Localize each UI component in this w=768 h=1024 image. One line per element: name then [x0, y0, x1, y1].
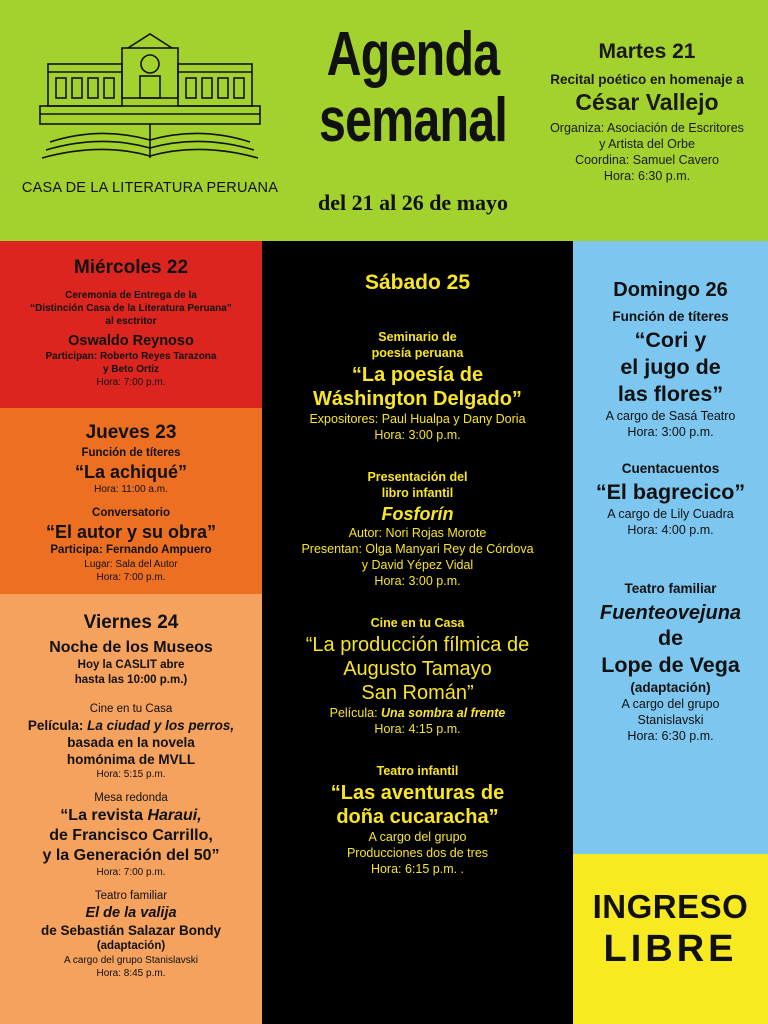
friday-e2-time: Hora: 7:00 p.m. [96, 867, 166, 878]
title-dates: del 21 al 26 de mayo [317, 190, 509, 215]
saturday-e3-film-line [262, 705, 573, 721]
saturday-panel [262, 241, 573, 1024]
wednesday-l2: “Distinción Casa de la Literatura Peruana” [30, 303, 232, 314]
sunday-e1-type: Función de títeres [612, 309, 729, 324]
friday-e2-type: Mesa redonda [94, 792, 168, 804]
saturday-e1-title1: “La poesía de [351, 364, 484, 386]
friday-e2-l3: y la Generación del 50” [42, 847, 220, 864]
friday-e2-l1-it: Haraui, [147, 807, 202, 824]
tuesday-coord: Coordina: Samuel Cavero [575, 153, 719, 167]
saturday-e3-title1: “La producción fílmica de [305, 634, 530, 656]
saturday-e1-time: Hora: 3:00 p.m. [374, 428, 461, 442]
sunday-e2-time: Hora: 4:00 p.m. [627, 523, 714, 537]
saturday-e4-time: Hora: 6:15 p.m. . [370, 862, 465, 876]
sunday-e3-adapt: (adaptación) [630, 680, 711, 695]
sunday-e2-type: Cuentacuentos [621, 461, 720, 476]
friday-e2-line1 [0, 806, 262, 826]
friday-e1-l2: basada en la novela [67, 735, 195, 750]
header-panel [0, 0, 768, 241]
admission-text [573, 888, 768, 971]
friday-e2-l2: de Francisco Carrillo, [49, 827, 213, 844]
friday-e2-l1-pre: “La revista [60, 807, 148, 824]
friday-e3-type: Teatro familiar [94, 890, 168, 902]
tuesday-honoree: César Vallejo [575, 89, 719, 115]
sunday-e1-t2: el jugo de [620, 355, 721, 379]
saturday-e4-title2: doña cucaracha” [336, 806, 499, 828]
saturday-e1-exp: Expositores: Paul Hualpa y Dany Doria [309, 412, 526, 426]
sunday-e1-time: Hora: 3:00 p.m. [627, 425, 714, 439]
sunday-e2-by: A cargo de Lily Cuadra [607, 507, 734, 521]
friday-e1-title: La ciudad y los perros, [87, 718, 235, 733]
admission-line1: INGRESO [592, 888, 749, 925]
sunday-e2-title: “El bagrecico” [595, 480, 746, 504]
sunday-e1-by: A cargo de Sasá Teatro [605, 409, 736, 423]
saturday-e4-type: Teatro infantil [376, 764, 459, 778]
sunday-e1-t3: las flores” [617, 382, 724, 406]
title-line1: Agenda [326, 20, 500, 89]
tuesday-day: Martes 21 [598, 40, 696, 63]
sunday-panel [573, 241, 768, 854]
sunday-e3-de: de [657, 626, 684, 650]
saturday-e3-film: Una sombra al frente [381, 706, 506, 720]
sunday-e3-time: Hora: 6:30 p.m. [627, 729, 714, 743]
friday-museos2: Hoy la CASLIT abre [77, 659, 185, 671]
sunday-e3-title: Fuenteovejuna [599, 602, 742, 624]
friday-e1-l3: homónima de MVLL [66, 752, 196, 767]
saturday-e2-type2: libro infantil [381, 486, 454, 500]
wednesday-time: Hora: 7:00 p.m. [96, 377, 166, 388]
building-book-icon [20, 30, 280, 180]
friday-e3-time: Hora: 8:45 p.m. [96, 968, 166, 979]
sunday-e3-by1: A cargo del grupo [621, 697, 720, 711]
thursday-panel [0, 408, 262, 594]
logo-name: CASA DE LA LITERATURA PERUANA [21, 180, 279, 196]
admission-line2: LIBRE [603, 928, 738, 970]
saturday-e3-label: Película: [329, 706, 382, 720]
friday-museos3: hasta las 10:00 p.m.) [74, 674, 188, 686]
saturday-day: Sábado 25 [364, 271, 471, 294]
friday-panel [0, 594, 262, 1024]
sunday-day: Domingo 26 [613, 279, 728, 301]
wednesday-part2: y Beto Ortiz [102, 364, 160, 375]
saturday-e4-by2: Producciones dos de tres [346, 846, 489, 860]
wednesday-day: Miércoles 22 [73, 257, 189, 278]
saturday-e2-type1: Presentación del [367, 470, 468, 484]
saturday-e3-type: Cine en tu Casa [370, 616, 465, 630]
wednesday-part1: Participan: Roberto Reyes Tarazona [45, 351, 217, 362]
saturday-e1-type1: Seminario de [378, 330, 457, 344]
wednesday-l3: al esctritor [105, 316, 157, 327]
thursday-e1-time: Hora: 11:00 a.m. [94, 484, 168, 495]
saturday-e3-time: Hora: 4:15 p.m. [374, 722, 461, 736]
saturday-e3-title3: San Román” [361, 682, 474, 704]
agenda-title [311, 22, 515, 154]
wednesday-l1: Ceremonia de Entrega de la [65, 290, 197, 301]
friday-e1-type: Cine en tu Casa [89, 703, 173, 715]
saturday-e4-by1: A cargo del grupo [368, 830, 467, 844]
friday-e1-label: Película: [27, 718, 88, 733]
sunday-e3-by2: Stanislavski [637, 713, 704, 727]
thursday-e2-place: Lugar: Sala del Autor [84, 559, 178, 570]
saturday-e2-pres2: y David Yépez Vidal [361, 558, 474, 572]
saturday-e1-title2: Wáshington Delgado” [313, 388, 522, 410]
thursday-e2-title: “El autor y su obra” [45, 522, 217, 542]
wednesday-panel [0, 241, 262, 408]
friday-e3-adapt: (adaptación) [96, 940, 166, 952]
wednesday-name: Oswaldo Reynoso [68, 333, 194, 349]
saturday-e3-title2: Augusto Tamayo [343, 658, 492, 680]
thursday-day: Jueves 23 [85, 422, 177, 443]
friday-museos: Noche de los Museos [49, 639, 213, 656]
thursday-e2-part: Participa: Fernando Ampuero [50, 544, 212, 556]
friday-e3-by: A cargo del grupo Stanislavski [64, 955, 198, 966]
thursday-e1-title: “La achiqué” [74, 462, 188, 482]
title-line2: semanal [318, 86, 508, 155]
saturday-e2-time: Hora: 3:00 p.m. [374, 574, 461, 588]
friday-e3-title: El de la valija [85, 905, 177, 921]
saturday-e4-title1: “Las aventuras de [330, 782, 505, 804]
tuesday-org1: Organiza: Asociación de Escritores [550, 121, 744, 135]
saturday-e1-type2: poesía peruana [371, 346, 464, 360]
admission-panel [573, 854, 768, 1024]
friday-day: Viernes 24 [83, 612, 179, 633]
sunday-e3-author: Lope de Vega [601, 653, 740, 677]
friday-e1-time: Hora: 5:15 p.m. [96, 769, 166, 780]
casa-literatura-logo [20, 30, 280, 235]
thursday-e2-time: Hora: 7:00 p.m. [96, 572, 166, 583]
thursday-e1-type: Función de títeres [81, 447, 181, 459]
friday-e3-author: de Sebastián Salazar Bondy [40, 923, 222, 938]
tuesday-block [532, 40, 762, 184]
sunday-e1-t1: “Cori y [634, 328, 707, 352]
friday-e1-line1 [0, 717, 262, 734]
tuesday-time: Hora: 6:30 p.m. [603, 169, 691, 183]
saturday-e2-pres1: Presentan: Olga Manyari Rey de Córdova [301, 542, 534, 556]
tuesday-org2: y Artista del Orbe [599, 137, 695, 151]
sunday-e3-type: Teatro familiar [624, 581, 717, 596]
tuesday-intro: Recital poético en homenaje a [550, 72, 744, 87]
saturday-e2-author: Autor: Nori Rojas Morote [348, 526, 487, 540]
thursday-e2-type: Conversatorio [92, 507, 170, 519]
saturday-e2-title: Fosforín [381, 504, 454, 524]
